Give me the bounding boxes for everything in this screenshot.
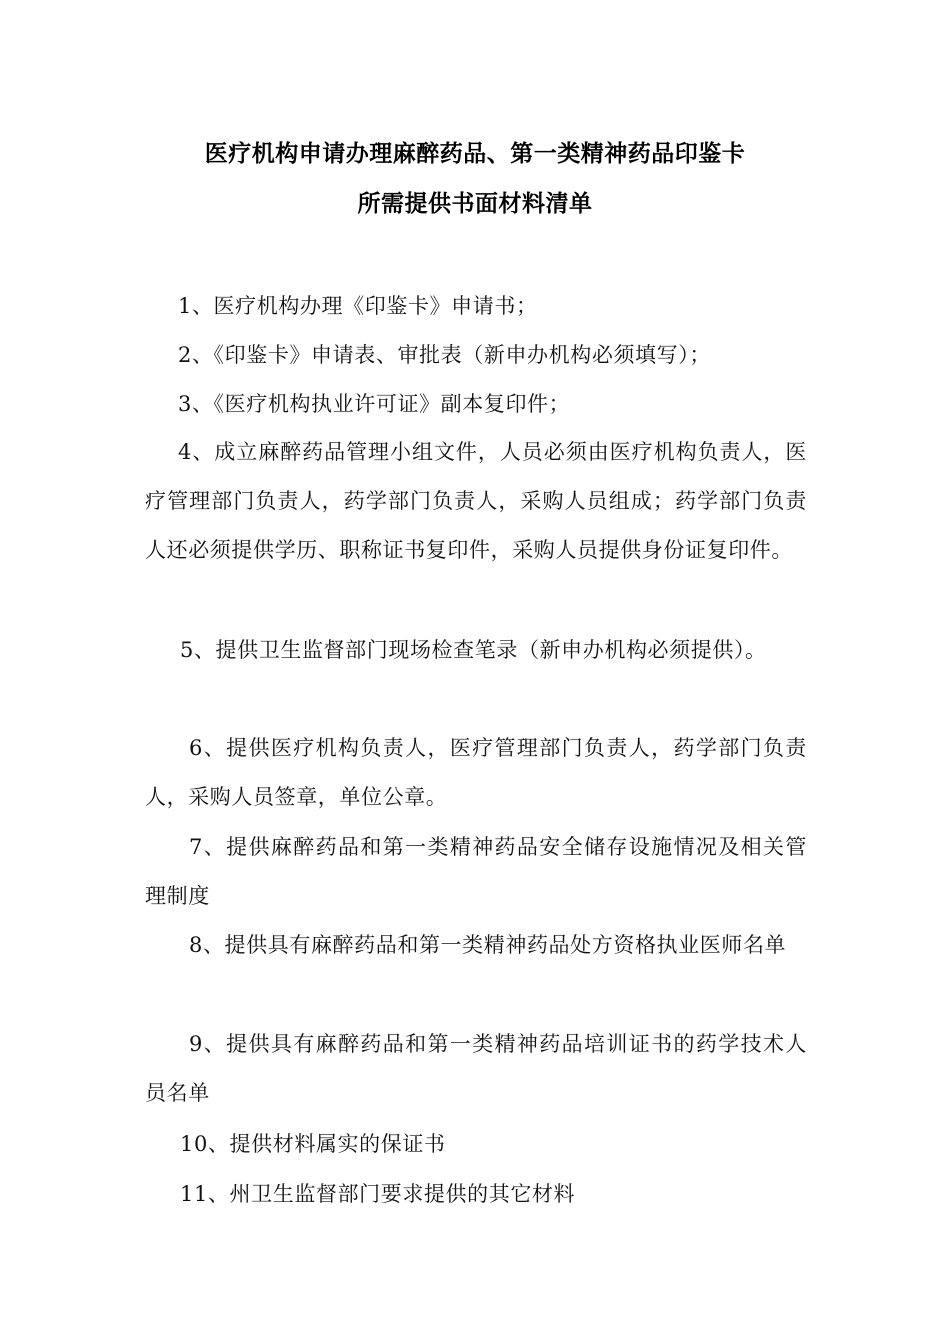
- list-item-4: 4、成立麻醉药品管理小组文件，人员必须由医疗机构负责人，医疗管理部门负责人，药学部门负责人，采购人员组成；药学部门负责人还必须提供学历、职称证书复印件，采购人员提供身份证复印件。: [145, 440, 807, 562]
- document-subtitle: 所需提供书面材料清单: [357, 190, 593, 217]
- list-item-5: 5、提供卫生监督部门现场检查笔录（新申办机构必须提供）。: [180, 638, 767, 662]
- list-item-2: 2、《印鉴卡》申请表、审批表（新申办机构必须填写）；: [178, 343, 711, 367]
- list-item-9: 9、提供具有麻醉药品和第一类精神药品培训证书的药学技术人员名单: [145, 1032, 807, 1105]
- list-item-1: 1、医疗机构办理《印鉴卡》申请书；: [178, 294, 538, 318]
- list-item-6: 6、提供医疗机构负责人，医疗管理部门负责人，药学部门负责人，采购人员签章，单位公章。: [145, 736, 807, 809]
- list-item-11: 11、州卫生监督部门要求提供的其它材料: [180, 1182, 576, 1206]
- list-item-3: 3、《医疗机构执业许可证》副本复印件；: [178, 392, 571, 416]
- list-item-7: 7、提供麻醉药品和第一类精神药品安全储存设施情况及相关管理制度: [145, 835, 807, 908]
- document-title: 医疗机构申请办理麻醉药品、第一类精神药品印鉴卡: [204, 140, 746, 167]
- list-item-10: 10、提供材料属实的保证书: [180, 1132, 446, 1156]
- list-item-8: 8、提供具有麻醉药品和第一类精神药品处方资格执业医师名单: [189, 933, 787, 957]
